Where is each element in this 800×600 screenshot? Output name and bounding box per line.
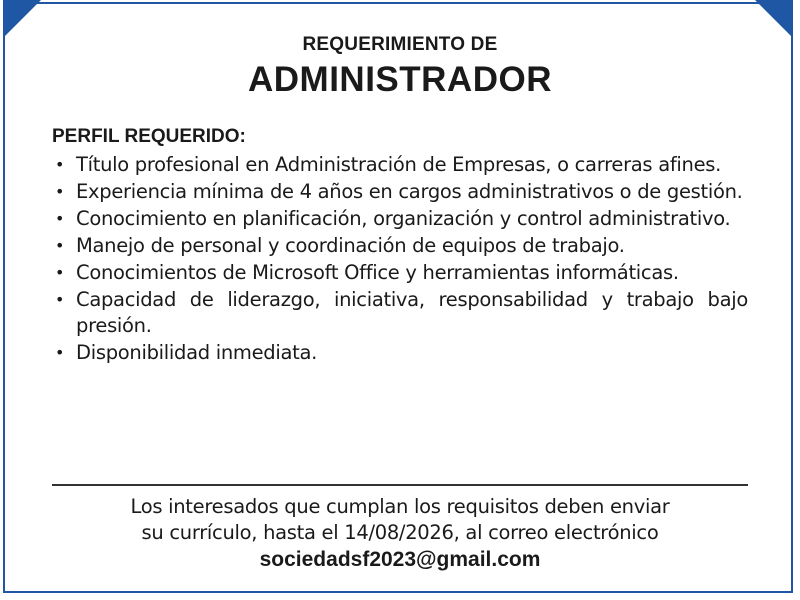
list-item [52,340,748,366]
list-item-text: Experiencia mínima de 4 años en cargos administrativos o de gestión. [76,180,743,203]
bullet-icon: • [55,209,65,228]
list-item [52,287,748,339]
bullet-icon: • [55,343,65,362]
list-item-text: Conocimientos de Microsoft Office y herramientas informáticas. [76,261,679,284]
list-item [52,179,748,205]
bullet-icon: • [55,290,65,309]
contact-email: sociedadsf2023@gmail.com [259,548,541,571]
corner-decoration-right [755,0,793,38]
posting-subtitle: REQUERIMIENTO DE [302,34,498,55]
application-instructions [52,494,748,546]
bullet-icon: • [55,263,65,282]
bullet-icon: • [55,155,65,174]
list-item-text: Conocimiento en planificación, organización y control administrativo. [76,207,731,230]
instructions-line-1: Los interesados que cumplan los requisitos deben enviar [130,495,670,518]
list-item-text: Capacidad de liderazgo, iniciativa, responsabilidad y trabajo bajo presión. [76,288,748,337]
requirements-list [52,152,748,367]
list-item-text: Manejo de personal y coordinación de equipos de trabajo. [76,234,625,257]
bullet-icon: • [55,236,65,255]
profile-heading: PERFIL REQUERIDO: [52,126,246,147]
list-item [52,152,748,178]
bullet-icon: • [55,182,65,201]
posting-title: ADMINISTRADOR [248,60,552,99]
instructions-line-2: su currículo, hasta el 14/08/2026, al correo electrónico [141,521,659,544]
list-item [52,233,748,259]
divider [52,484,748,486]
list-item [52,206,748,232]
list-item [52,260,748,286]
list-item-text: Disponibilidad inmediata. [76,341,318,364]
list-item-text: Título profesional en Administración de Empresas, o carreras afines. [76,153,722,176]
corner-decoration-left [3,0,41,38]
